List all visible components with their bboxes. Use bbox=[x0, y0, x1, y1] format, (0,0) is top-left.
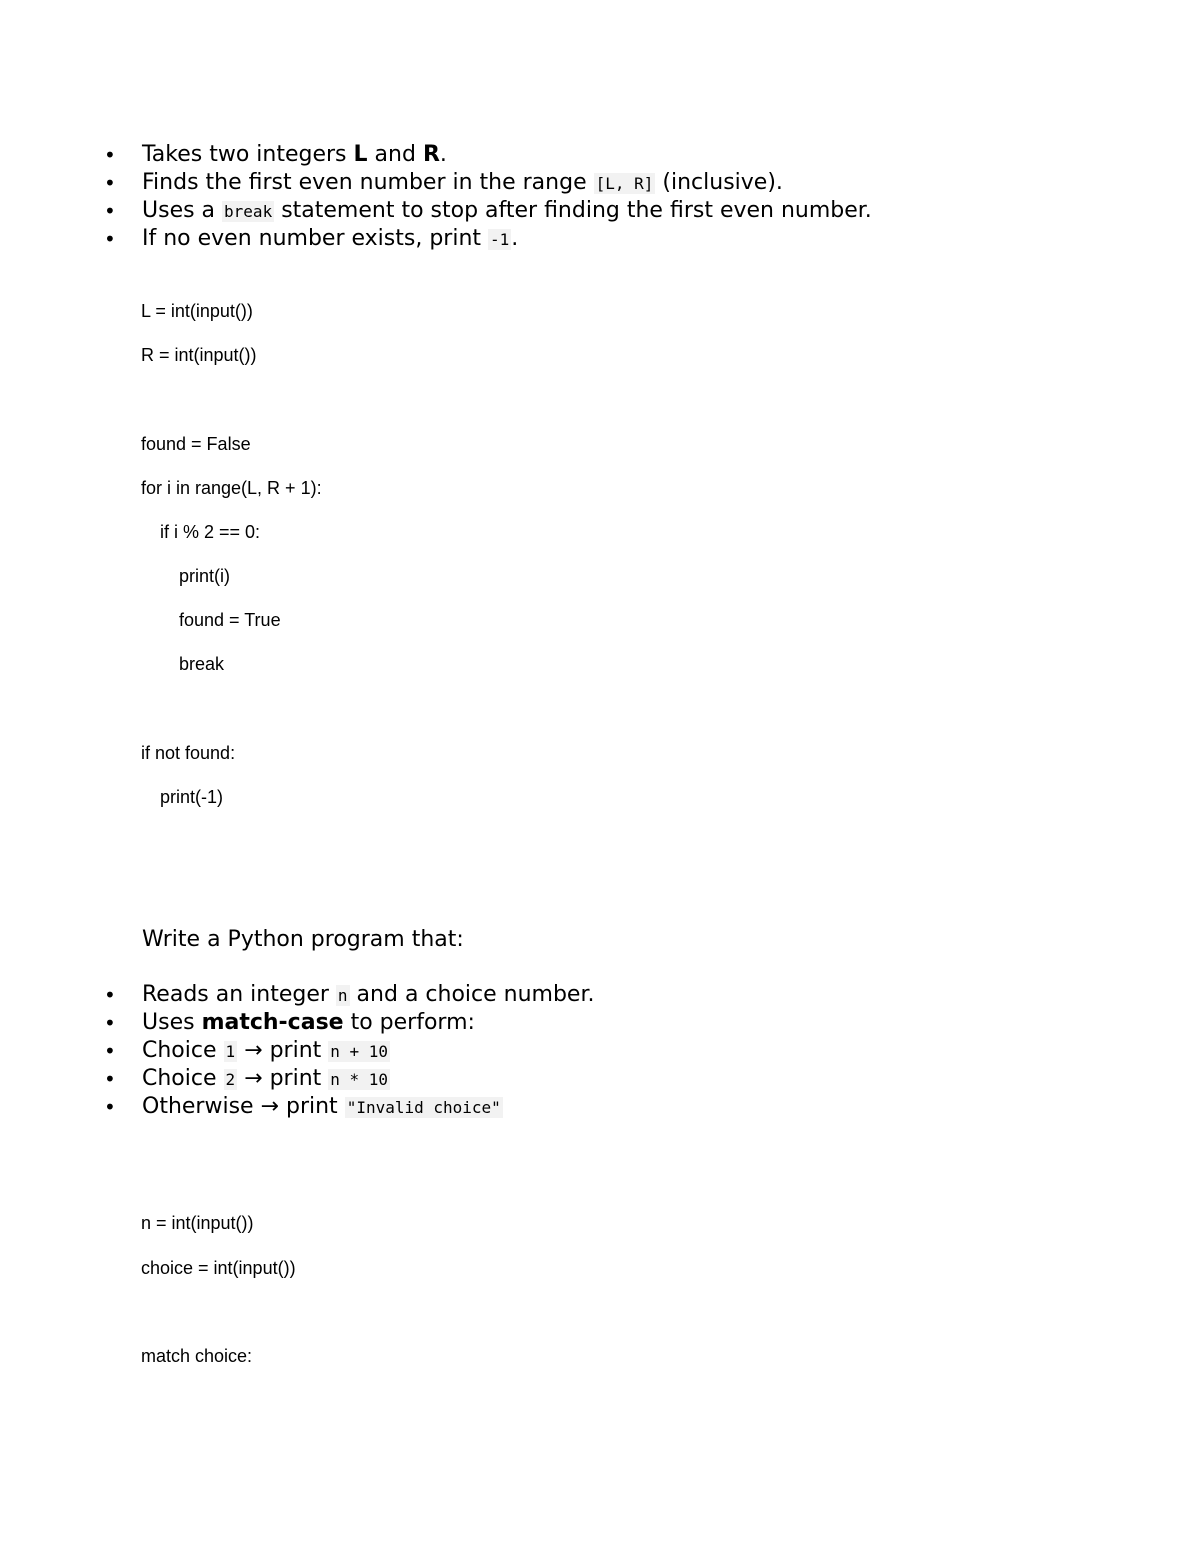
inline-code: n bbox=[337, 986, 348, 1005]
code-line: found = True bbox=[179, 610, 281, 630]
code-line: if i % 2 == 0: bbox=[160, 522, 261, 542]
code-line: choice = int(input()) bbox=[141, 1258, 296, 1278]
code-line: match choice: bbox=[141, 1346, 253, 1366]
list-item: • Finds the first even number in the range [L, R] (inclusive). bbox=[104, 170, 783, 195]
bullet-icon: • bbox=[104, 1067, 116, 1091]
code-line: if not found: bbox=[141, 743, 236, 763]
bullet-icon: • bbox=[104, 1011, 116, 1035]
code-line: print(i) bbox=[179, 566, 231, 586]
inline-code: [L, R] bbox=[595, 174, 654, 193]
list-item: • If no even number exists, print -1. bbox=[104, 226, 519, 251]
bullet-icon: • bbox=[104, 983, 116, 1007]
section-heading: Write a Python program that: bbox=[142, 927, 464, 952]
inline-code: n * 10 bbox=[330, 1070, 389, 1089]
code-line: n = int(input()) bbox=[141, 1213, 254, 1233]
requirements-list bbox=[0, 141, 1100, 253]
list-item: • Uses match-case to perform: bbox=[104, 1010, 475, 1035]
code-line: print(-1) bbox=[160, 787, 224, 807]
code-line: found = False bbox=[141, 434, 251, 454]
inline-code: 1 bbox=[225, 1042, 236, 1061]
code-line: break bbox=[179, 654, 225, 674]
list-item: • Choice 1 → print n + 10 bbox=[104, 1038, 389, 1063]
code-line: R = int(input()) bbox=[141, 345, 257, 365]
bullet-icon: • bbox=[104, 143, 116, 167]
list-item: • Uses a break statement to stop after finding the first even number. bbox=[104, 198, 872, 223]
bullet-icon: • bbox=[104, 199, 116, 223]
bullet-icon: • bbox=[104, 1039, 116, 1063]
inline-code: 2 bbox=[225, 1070, 236, 1089]
requirements-list bbox=[0, 981, 1100, 1121]
list-item: • Otherwise → print "Invalid choice" bbox=[104, 1094, 501, 1119]
code-line: for i in range(L, R + 1): bbox=[141, 478, 322, 498]
bullet-icon: • bbox=[104, 171, 116, 195]
bullet-icon: • bbox=[104, 1095, 116, 1119]
list-item: • Reads an integer n and a choice number. bbox=[104, 982, 595, 1007]
inline-code: "Invalid choice" bbox=[346, 1098, 501, 1117]
inline-code: -1 bbox=[490, 230, 510, 249]
list-item: • Takes two integers L and R. bbox=[104, 142, 447, 167]
inline-code: n + 10 bbox=[330, 1042, 389, 1061]
list-item: • Choice 2 → print n * 10 bbox=[104, 1066, 389, 1091]
code-line: L = int(input()) bbox=[141, 301, 253, 321]
inline-code: break bbox=[224, 202, 273, 221]
bullet-icon: • bbox=[104, 227, 116, 251]
